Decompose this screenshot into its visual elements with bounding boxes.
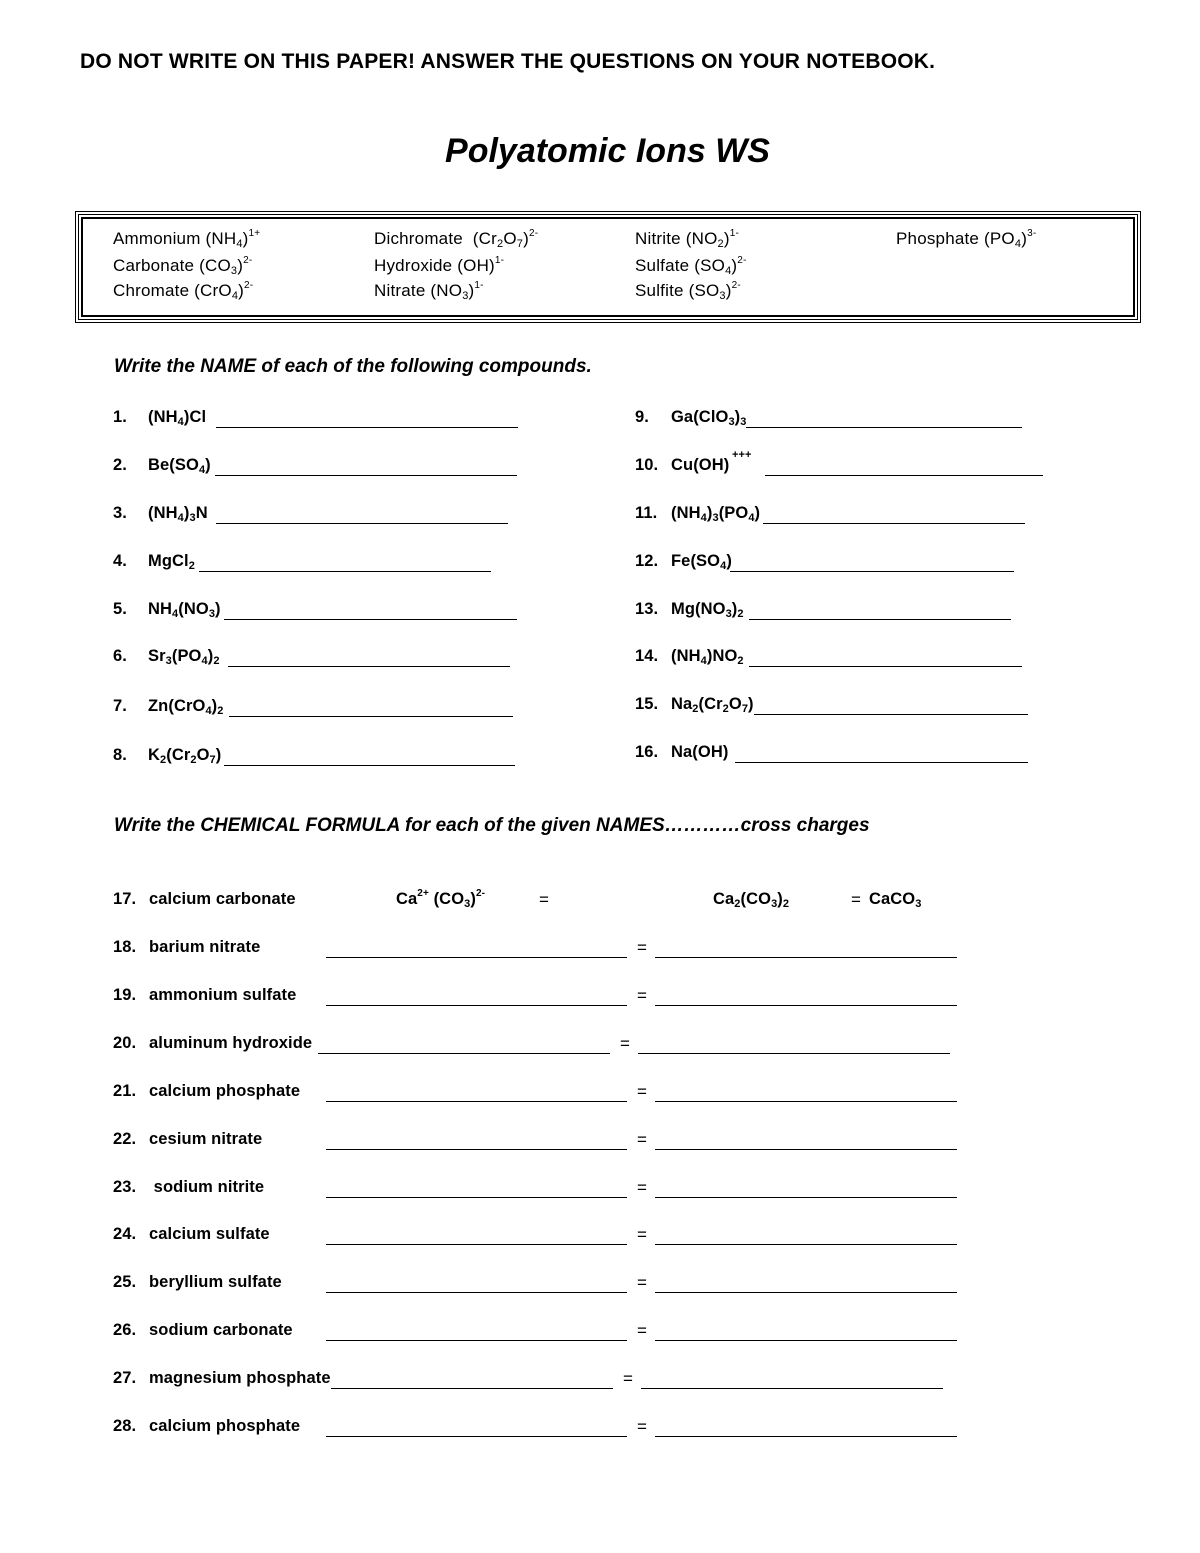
compound-name: aluminum hydroxide — [149, 1034, 313, 1052]
ions-answer-line[interactable] — [326, 1244, 627, 1245]
formula-answer-line[interactable] — [655, 1244, 957, 1245]
answer-line[interactable] — [749, 666, 1022, 667]
ion-nitrate: Nitrate $(NO_3)^{1-}$ — [374, 280, 484, 302]
equals-sign: = — [637, 938, 647, 957]
question-number: 10. — [635, 456, 659, 474]
ion-charge: 1- — [494, 255, 505, 266]
ions-answer-line[interactable] — [326, 1101, 627, 1102]
ions-answer-line[interactable] — [326, 1340, 627, 1341]
formula-answer-line[interactable] — [655, 1149, 957, 1150]
question-number: 13. — [635, 600, 659, 618]
ion-carbonate: Carbonate $(CO_3)^{2-}$ — [113, 255, 253, 277]
ions-answer-line[interactable] — [326, 1292, 627, 1293]
ion-formula: $PO_4$ — [989, 229, 1022, 250]
question-number: 6. — [113, 647, 127, 665]
ion-name: Ammonium — [113, 229, 201, 248]
answer-line[interactable] — [765, 475, 1043, 476]
question-number: 16. — [635, 743, 659, 761]
ion-charge: 2- — [244, 280, 254, 291]
answer-line[interactable] — [199, 571, 491, 572]
example-answer: CaCO$_3$ — [869, 890, 922, 910]
ion-formula: $Cr_2O_7$ — [478, 229, 524, 250]
question-number: 25. — [113, 1273, 137, 1291]
question-formula: $Na_2(Cr_2O_7)$ — [671, 695, 754, 715]
ions-answer-line[interactable] — [331, 1388, 613, 1389]
equals-sign: = — [637, 986, 647, 1005]
ion-formula: $SO_4$ — [700, 256, 732, 277]
ion-charge: 1- — [474, 280, 484, 291]
ion-formula: $NO_2$ — [691, 229, 724, 250]
ion-charge: 2- — [731, 280, 741, 291]
question-number: 18. — [113, 938, 137, 956]
question-formula: $NH_4(NO_3)$ — [148, 600, 221, 620]
question-number: 9. — [635, 408, 649, 426]
ion-charge: 1+ — [248, 228, 261, 239]
question-number: 14. — [635, 647, 659, 665]
page-title: Polyatomic Ions WS — [445, 132, 770, 170]
question-16 — [635, 743, 658, 762]
question-4 — [113, 552, 127, 571]
question-number: 15. — [635, 695, 659, 713]
ion-ammonium: Ammonium $(NH_4)^{1+}$ — [113, 228, 261, 250]
question-3 — [113, 504, 127, 523]
question-number: 3. — [113, 504, 127, 522]
answer-line[interactable] — [216, 523, 508, 524]
compound-name: sodium nitrite — [149, 1178, 265, 1196]
ion-name: Nitrate — [374, 281, 426, 300]
question-formula: $(NH_4)NO_2$ — [671, 647, 744, 667]
question-formula: $Mg(NO_3)_2$ — [671, 600, 744, 620]
question-1 — [113, 408, 127, 427]
compound-name: ammonium sulfate — [149, 986, 297, 1004]
ion-name: Phosphate — [896, 229, 980, 248]
ion-nitrite: Nitrite $(NO_2)^{1-}$ — [635, 228, 739, 250]
question-15 — [635, 695, 658, 714]
formula-answer-line[interactable] — [655, 1197, 957, 1198]
answer-line[interactable] — [763, 523, 1025, 524]
ion-formula: $NH_4$ — [211, 229, 243, 250]
charge-superscript: +++ — [732, 449, 752, 461]
answer-line[interactable] — [754, 714, 1028, 715]
formula-answer-line[interactable] — [655, 957, 957, 958]
ion-formula: OH — [463, 256, 490, 275]
question-formula: $(NH_4)_3(PO_4)$ — [671, 504, 761, 524]
question-number: 23. — [113, 1178, 137, 1196]
answer-line[interactable] — [229, 716, 513, 717]
ion-hydroxide: Hydroxide (OH)$^{1-}$ — [374, 255, 505, 275]
section2-heading: Write the CHEMICAL FORMULA for each of the given NAMES…………cross charges — [114, 815, 870, 836]
answer-line[interactable] — [216, 427, 518, 428]
ion-charge: 2- — [528, 228, 539, 239]
question-formula: $(NH_4)_3N$ — [148, 504, 208, 524]
equals-sign: = — [623, 1369, 633, 1388]
formula-answer-line[interactable] — [655, 1436, 957, 1437]
formula-answer-line[interactable] — [655, 1101, 957, 1102]
compound-name: magnesium phosphate — [149, 1369, 331, 1387]
ion-formula: $NO_3$ — [436, 281, 469, 302]
question-formula: $Be(SO_4)$ — [148, 456, 211, 476]
ion-name: Sulfite — [635, 281, 684, 300]
formula-answer-line[interactable] — [641, 1388, 943, 1389]
question-formula: $(NH_4)Cl$ — [148, 408, 207, 428]
section1-heading: Write the NAME of each of the following compounds. — [114, 356, 592, 377]
ion-charge: 2- — [243, 255, 253, 266]
question-number: 24. — [113, 1225, 137, 1243]
equals-sign: = — [637, 1130, 647, 1149]
ion-phosphate: Phosphate $(PO_4)^{3-}$ — [896, 228, 1037, 250]
question-formula: Cu(OH) — [671, 456, 730, 474]
question-number: 28. — [113, 1417, 137, 1435]
question-formula: $Ga(ClO_3)_3$ — [671, 408, 747, 428]
example-ions — [396, 890, 485, 909]
ions-answer-line[interactable] — [318, 1053, 610, 1054]
ion-formula: $CO_3$ — [205, 256, 238, 277]
question-13 — [635, 600, 658, 619]
question-number: 12. — [635, 552, 659, 570]
ion-name: Hydroxide — [374, 256, 453, 275]
equals-sign: = — [620, 1034, 630, 1053]
compound-name: beryllium sulfate — [149, 1273, 282, 1291]
compound-name: calcium phosphate — [149, 1417, 301, 1435]
question-number: 8. — [113, 746, 127, 764]
ions-answer-line[interactable] — [326, 1149, 627, 1150]
question-5 — [113, 600, 127, 619]
question-2 — [113, 456, 127, 475]
compound-name: sodium carbonate — [149, 1321, 293, 1339]
answer-line[interactable] — [228, 666, 510, 667]
ions-answer-line[interactable] — [326, 1197, 627, 1198]
question-formula: $Fe(SO_4)$ — [671, 552, 732, 572]
question-17 — [113, 890, 136, 909]
ion-charge: 2- — [737, 255, 747, 266]
question-10 — [635, 456, 658, 475]
equals-sign: = — [637, 1417, 647, 1436]
warning-text: DO NOT WRITE ON THIS PAPER! ANSWER THE QUESTIONS ON YOUR NOTEBOOK. — [80, 50, 936, 73]
ion-formula: $SO_3$ — [694, 281, 726, 302]
compound-name: calcium phosphate — [149, 1082, 301, 1100]
formula-answer-line[interactable] — [655, 1292, 957, 1293]
equals-sign: = — [637, 1178, 647, 1197]
formula-answer-line[interactable] — [655, 1340, 957, 1341]
question-formula: MgCl$_2$ — [148, 552, 195, 572]
ion-sulfate: Sulfate $(SO_4)^{2-}$ — [635, 255, 747, 277]
answer-line[interactable] — [730, 571, 1014, 572]
equals-sign: = — [637, 1082, 647, 1101]
compound-name: calcium carbonate — [149, 890, 296, 908]
compound-name: cesium nitrate — [149, 1130, 263, 1148]
ion-name: Sulfate — [635, 256, 690, 275]
question-12 — [635, 552, 658, 571]
ion-name: Carbonate — [113, 256, 195, 275]
ion-name: Chromate — [113, 281, 190, 300]
question-number: 20. — [113, 1034, 137, 1052]
ion-chromate: Chromate $(CrO_4)^{2-}$ — [113, 280, 254, 302]
question-number: 27. — [113, 1369, 137, 1387]
equals-sign: = — [637, 1273, 647, 1292]
answer-line[interactable] — [746, 427, 1022, 428]
formula-answer-line[interactable] — [638, 1053, 950, 1054]
ions-answer-line[interactable] — [326, 957, 627, 958]
answer-line[interactable] — [224, 619, 517, 620]
ion-sulfite: Sulfite $(SO_3)^{2-}$ — [635, 280, 741, 302]
example-crossed: $Ca_2(CO_3)_2$ — [713, 890, 790, 910]
ion-dichromate: Dichromate $(Cr_2O_7)^{2-}$ — [374, 228, 539, 250]
question-number: 4. — [113, 552, 127, 570]
question-number: 11. — [635, 504, 658, 522]
question-number: 1. — [113, 408, 127, 426]
ion-charge: 1- — [729, 228, 739, 239]
question-formula: Na(OH) — [671, 743, 729, 761]
question-7 — [113, 697, 127, 716]
question-number: 22. — [113, 1130, 137, 1148]
answer-line[interactable] — [224, 765, 515, 766]
equals-sign: = — [851, 890, 861, 909]
question-formula: $K_2(Cr_2O_7)$ — [148, 746, 222, 766]
question-number: 21. — [113, 1082, 137, 1100]
ions-answer-line[interactable] — [326, 1436, 627, 1437]
question-formula: $Sr_3(PO_4)_2$ — [148, 647, 220, 667]
question-number: 2. — [113, 456, 127, 474]
ion-name: Dichromate — [374, 229, 463, 248]
compound-name: calcium sulfate — [149, 1225, 270, 1243]
answer-line[interactable] — [735, 762, 1028, 763]
question-14 — [635, 647, 658, 666]
question-number: 26. — [113, 1321, 137, 1339]
equals-sign: = — [637, 1225, 647, 1244]
answer-line[interactable] — [749, 619, 1011, 620]
question-number: 19. — [113, 986, 137, 1004]
ion-name: Nitrite — [635, 229, 681, 248]
question-number: 17. — [113, 890, 137, 908]
question-8 — [113, 746, 127, 765]
question-9 — [635, 408, 649, 427]
question-6 — [113, 647, 127, 666]
equals-sign: = — [539, 890, 549, 909]
formula-answer-line[interactable] — [655, 1005, 957, 1006]
question-formula: $Zn(CrO_4)_2$ — [148, 697, 224, 717]
ions-answer-line[interactable] — [326, 1005, 627, 1006]
question-number: 5. — [113, 600, 127, 618]
question-number: 7. — [113, 697, 127, 715]
question-11 — [635, 504, 657, 523]
compound-name: barium nitrate — [149, 938, 261, 956]
ion-formula: CrO$_4$ — [200, 281, 239, 302]
ion-charge: 3- — [1027, 228, 1037, 239]
equals-sign: = — [637, 1321, 647, 1340]
answer-line[interactable] — [215, 475, 517, 476]
ions-text: $Ca^{2+}$ $(CO_3)^{2-}$ — [396, 888, 486, 910]
